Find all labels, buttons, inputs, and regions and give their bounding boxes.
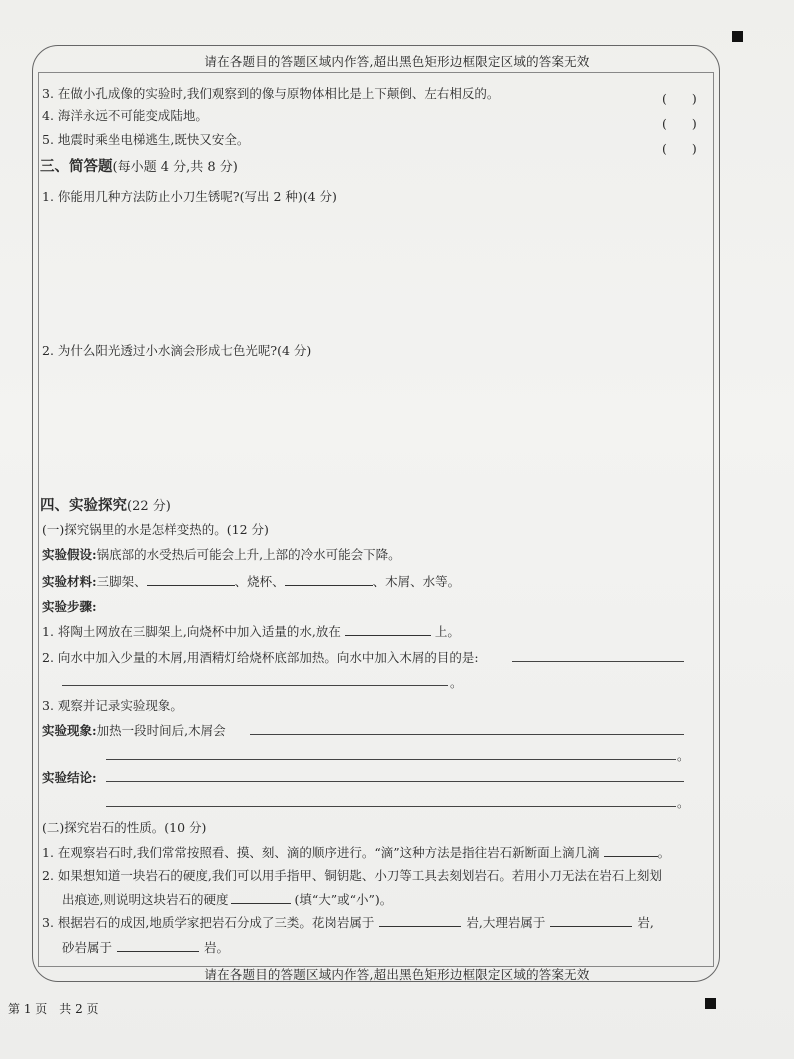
step-2-blank-1[interactable]: [512, 661, 684, 662]
hypothesis-label: 实验假设:: [42, 547, 97, 562]
part-2-question-3a: [42, 913, 654, 931]
step-1-blank[interactable]: [345, 623, 431, 636]
materials-blank-2[interactable]: [285, 573, 373, 586]
p2-q2-text-c: (填“大”或“小”)。: [294, 892, 393, 907]
part-1-title: (一)探究锅里的水是怎样变热的。(12 分): [42, 522, 269, 537]
p2-q2-text-b: 出痕迹,则说明这块岩石的硬度: [62, 892, 229, 907]
p2-q3-text-c: 岩,: [637, 915, 654, 930]
section-3-question-1: 1. 你能用几种方法防止小刀生锈呢?(写出 2 种)(4 分): [42, 189, 337, 204]
step-2: 2. 向水中加入少量的木屑,用酒精灯给烧杯底部加热。向水中加入木屑的目的是:: [42, 650, 479, 665]
steps-label: 实验步骤:: [42, 599, 97, 614]
materials-line: [42, 572, 460, 590]
p2-q1-blank[interactable]: [604, 844, 658, 857]
part-2-question-2a: 2. 如果想知道一块岩石的硬度,我们可以用手指甲、铜钥匙、小刀等工具去刻划岩石。若用小刀无法在岩石上刻划: [42, 868, 662, 883]
part-2-title: (二)探究岩石的性质。(10 分): [42, 820, 207, 835]
section-4-note: (22 分): [127, 499, 171, 514]
step-1-text-a: 1. 将陶土网放在三脚架上,向烧杯中加入适量的水,放在: [42, 624, 341, 639]
conclusion-blank-2[interactable]: [106, 806, 676, 807]
judge-item-4: 4. 海洋永远不可能变成陆地。: [42, 108, 208, 123]
answer-area-q2[interactable]: [42, 364, 702, 489]
step-3: 3. 观察并记录实验现象。: [42, 698, 183, 713]
materials-text-c: 、木屑、水等。: [372, 574, 461, 589]
section-3-heading: [40, 155, 238, 176]
step-2-blank-2[interactable]: [62, 685, 448, 686]
p2-q3-text-b: 岩,大理岩属于: [466, 915, 546, 930]
section-3-note: (每小题 4 分,共 8 分): [112, 160, 238, 175]
phenomenon-line: [42, 721, 226, 739]
top-banner: 请在各题目的答题区域内作答,超出黑色矩形边框限定区域的答案无效: [204, 54, 590, 69]
phenomenon-blank-1[interactable]: [250, 734, 684, 735]
p2-q3-blank-2[interactable]: [550, 914, 632, 927]
conclusion-blank-1[interactable]: [106, 781, 684, 782]
p2-q2-blank[interactable]: [231, 891, 291, 904]
section-3-question-2: 2. 为什么阳光透过小水滴会形成七色光呢?(4 分): [42, 343, 312, 358]
p2-q3-text-d: 砂岩属于: [62, 940, 113, 955]
answer-area-q1[interactable]: [42, 210, 702, 335]
part-2-question-3b: [62, 938, 229, 956]
positioning-mark-bottom-right: [705, 998, 716, 1009]
phenomenon-text: 加热一段时间后,木屑会: [96, 723, 226, 738]
p2-q1-text-b: 。: [657, 845, 671, 860]
p2-q3-blank-3[interactable]: [117, 939, 199, 952]
part-2-question-1: [42, 843, 670, 861]
page-number: 第 1 页 共 2 页: [8, 1002, 99, 1016]
section-4-title: 四、实验探究: [40, 497, 127, 514]
phenomenon-period: 。: [677, 748, 690, 763]
p2-q3-blank-1[interactable]: [379, 914, 461, 927]
conclusion-period: 。: [677, 795, 690, 810]
answer-paren-4[interactable]: ( ): [662, 116, 697, 131]
part-2-question-2b: [62, 890, 392, 908]
materials-blank-1[interactable]: [147, 573, 235, 586]
materials-label: 实验材料:: [42, 574, 97, 589]
answer-paren-3[interactable]: ( ): [662, 91, 697, 106]
materials-text-a: 三脚架、: [96, 574, 147, 589]
judge-item-5: 5. 地震时乘坐电梯逃生,既快又安全。: [42, 132, 250, 147]
phenomenon-blank-2[interactable]: [106, 759, 676, 760]
bottom-banner: 请在各题目的答题区域内作答,超出黑色矩形边框限定区域的答案无效: [204, 967, 590, 982]
hypothesis-line: [42, 545, 401, 563]
step-1: [42, 622, 460, 640]
section-3-title: 三、简答题: [40, 158, 113, 175]
conclusion-label: 实验结论:: [42, 770, 97, 785]
p2-q3-text-e: 岩。: [204, 940, 230, 955]
phenomenon-label: 实验现象:: [42, 723, 97, 738]
answer-paren-5[interactable]: ( ): [662, 141, 697, 156]
materials-text-b: 、烧杯、: [234, 574, 285, 589]
p2-q1-text-a: 1. 在观察岩石时,我们常常按照看、摸、刻、滴的顺序进行。“滴”这种方法是指往岩石新断面上滴几滴: [42, 845, 600, 860]
step-2-end: 。: [450, 675, 463, 690]
section-4-heading: [40, 494, 171, 515]
positioning-mark-top-right: [732, 31, 743, 42]
p2-q3-text-a: 3. 根据岩石的成因,地质学家把岩石分成了三类。花岗岩属于: [42, 915, 375, 930]
judge-item-3: 3. 在做小孔成像的实验时,我们观察到的像与原物体相比是上下颠倒、左右相反的。: [42, 86, 500, 101]
step-1-text-b: 上。: [434, 624, 460, 639]
hypothesis-text: 锅底部的水受热后可能会上升,上部的冷水可能会下降。: [96, 547, 401, 562]
